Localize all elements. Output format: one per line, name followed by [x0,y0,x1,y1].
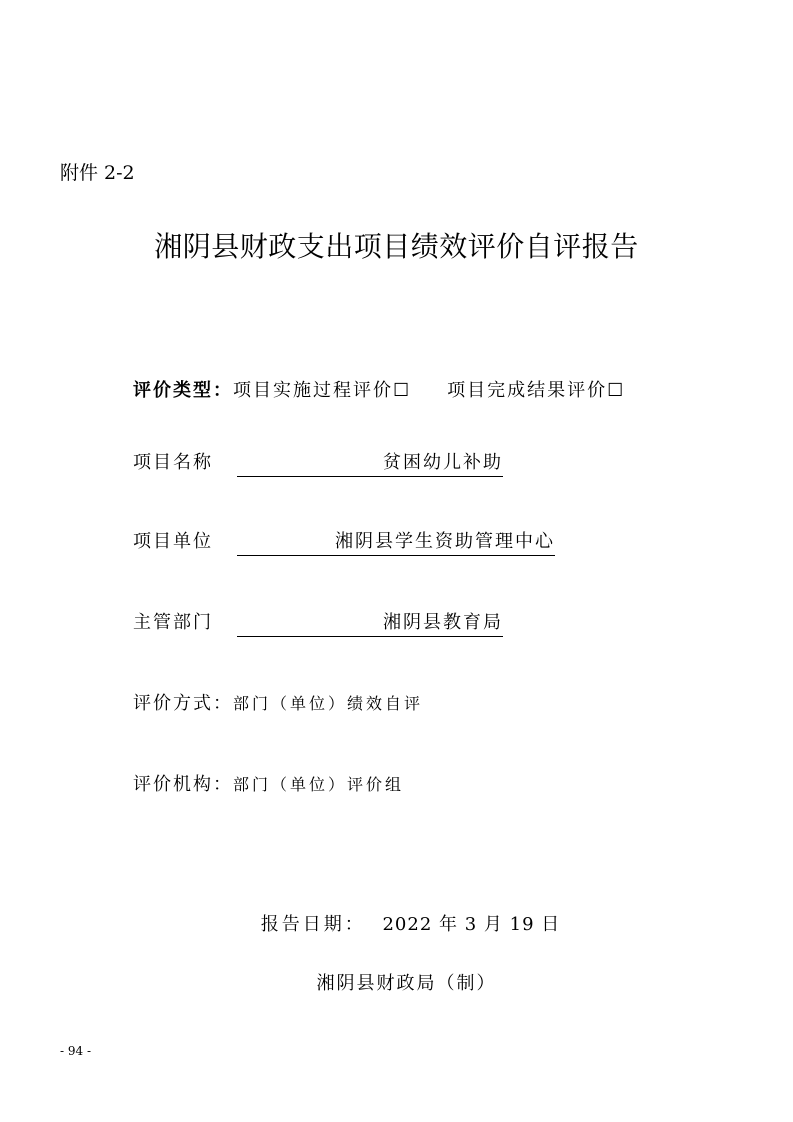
eval-type-option-result[interactable]: 项目完成结果评价☐ [447,380,626,401]
eval-org-value: 部门（单位）评价组 [233,775,405,794]
project-name-value: 贫困幼儿补助 [237,448,503,477]
project-name-row [133,448,503,477]
eval-org-label: 评价机构： [133,774,233,795]
supervisor-label: 主管部门 [133,612,213,633]
project-unit-value: 湘阴县学生资助管理中心 [237,527,555,556]
project-unit-row [133,527,555,556]
project-unit-label: 项目单位 [133,531,213,552]
project-name-label: 项目名称 [133,452,213,473]
report-date-line [0,910,793,936]
issuer-line: 湘阴县财政局（制） [316,973,497,994]
page-number: - 94 - [60,1044,92,1058]
eval-org-row [133,770,404,796]
eval-method-value: 部门（单位）绩效自评 [233,694,424,713]
eval-method-row [133,689,423,715]
report-date-label: 报告日期： [260,914,366,935]
supervisor-value: 湘阴县教育局 [237,608,503,637]
report-title: 湘阴县财政支出项目绩效评价自评报告 [154,230,639,263]
supervisor-row [133,608,503,637]
report-date-value: 2022 年 3 月 19 日 [382,914,561,935]
eval-method-label: 评价方式： [133,693,233,714]
eval-type-row [133,376,625,402]
eval-type-label: 评价类型： [133,380,233,401]
eval-type-option-process[interactable]: 项目实施过程评价☐ [233,380,412,401]
attachment-label: 附件 2-2 [60,162,135,184]
